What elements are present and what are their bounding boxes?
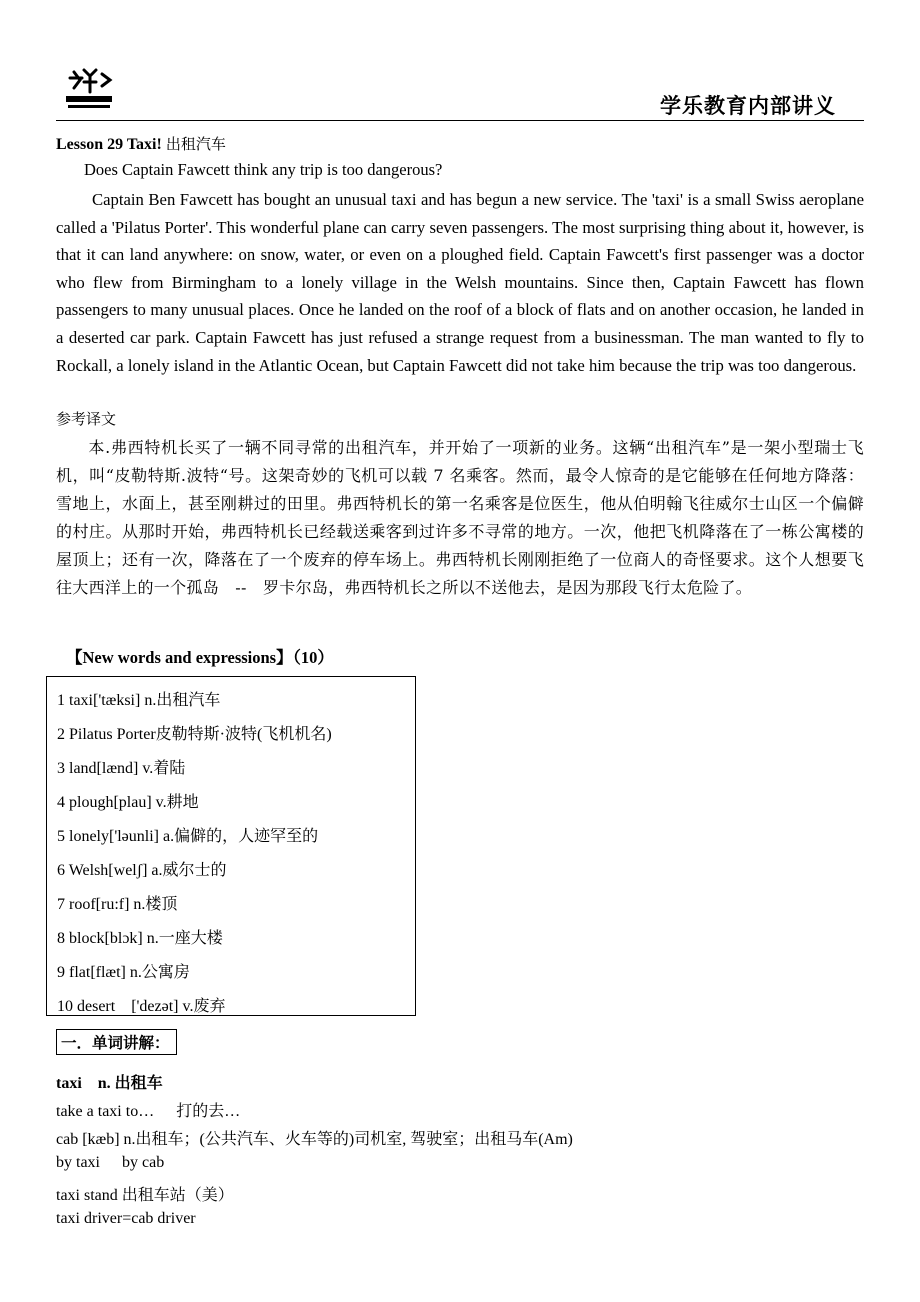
passage-text: Captain Ben Fawcett has bought an unusual taxi and has begun a new service. The 'taxi' is a small Swiss aeroplane called a 'Pilatus Porter'. This wonderful plane can carry seven passengers. The most surprising thing about it, however, is that it can land anywhere: on snow, water, or even on a ploughed field. Captain Fawcett's first passenger was a doctor who flew from Birmingham to a lonely village in the Welsh mountains. Since then, Captain Fawcett has flown passengers to many unusual places. Once he landed on the roof of a block of flats and on another occasion, he landed in a deserted car park. Captain Fawcett has just refused a strange request from a businessman. The man wanted to fly to Rockall, a lonely island in the Atlantic Ocean, but Captain Fawcett did not take him because the trip was too dangerous. (56, 190, 864, 375)
lesson-title-en: Lesson 29 Taxi! (56, 136, 162, 153)
lesson-question: Does Captain Fawcett think any trip is too dangerous? (84, 160, 443, 179)
by-line (56, 1154, 164, 1172)
by-cab: by cab (122, 1154, 165, 1171)
vocab-item: 8 block[blɔk] n.一座大楼 (57, 930, 223, 947)
cab-line: cab [kæb] n.出租车；(公共汽车、火车等的)司机室, 驾驶室；出租马车(Am) (56, 1131, 573, 1148)
phrase-line (56, 1098, 240, 1121)
vocab-item: 10 desert ['dezət] v.废弃 (57, 998, 226, 1015)
page-header (56, 60, 864, 121)
new-words-heading: 【New words and expressions】（10） (66, 648, 334, 667)
phrase-cn: 打的去… (176, 1103, 241, 1120)
passage-paragraph (56, 186, 864, 379)
xuele-logo-icon (60, 66, 118, 112)
vocab-item: 6 Welsh[welʃ] a.威尔士的 (57, 862, 227, 879)
entry-head: taxi n. 出租车 (56, 1075, 163, 1092)
vocab-item: 4 plough[plau] v.耕地 (57, 794, 199, 811)
by-taxi: by taxi (56, 1154, 100, 1171)
taxi-driver-line: taxi driver=cab driver (56, 1210, 196, 1227)
vocab-item: 3 land[lænd] v.着陆 (57, 760, 186, 777)
phrase-en: take a taxi to… (56, 1103, 155, 1120)
translation-paragraph (56, 434, 864, 602)
translation-label: 参考译文 (56, 410, 117, 428)
vocab-item: 7 roof[ru:f] n.楼顶 (57, 896, 178, 913)
section-title-box: 一．单词讲解： (56, 1029, 177, 1055)
lesson-title-cn: 出租汽车 (165, 135, 226, 153)
vocab-item: 2 Pilatus Porter皮勒特斯·波特(飞机机名) (57, 726, 332, 743)
vocab-item: 1 taxi['tæksi] n.出租汽车 (57, 692, 221, 709)
taxi-stand-line: taxi stand 出租车站（美） (56, 1187, 234, 1204)
vocab-item: 9 flat[flæt] n.公寓房 (57, 964, 190, 981)
vocab-item: 5 lonely['ləunli] a.偏僻的，人迹罕至的 (57, 828, 319, 845)
lesson-title (56, 133, 226, 154)
header-title: 学乐教育内部讲义 (660, 94, 836, 118)
vocab-box (46, 676, 416, 1016)
translation-text: 本.弗西特机长买了一辆不同寻常的出租汽车，并开始了一项新的业务。这辆“出租汽车”是一架小型瑞士飞机，叫“皮勒特斯.波特“号。这架奇妙的飞机可以载 7 名乘客。然而，最令人惊奇的是它能够在任何地方降落：雪地上，水面上，甚至刚耕过的田里。弗西特机长的第一名乘客是位医生，他从伯明翰飞往威尔士山区一个偏僻的村庄。从那时开始，弗西特机长已经载送乘客到过许多不寻常的地方。一次，他把飞机降落在了一栋公寓楼的屋顶上；还有一次，降落在了一个废弃的停车场上。弗西特机长刚刚拒绝了一位商人的奇怪要求。这个人想要飞往大西洋上的一个孤岛 -- 罗卡尔岛，弗西特机长之所以不送他去，是因为那段飞行太危险了。 (56, 438, 864, 597)
